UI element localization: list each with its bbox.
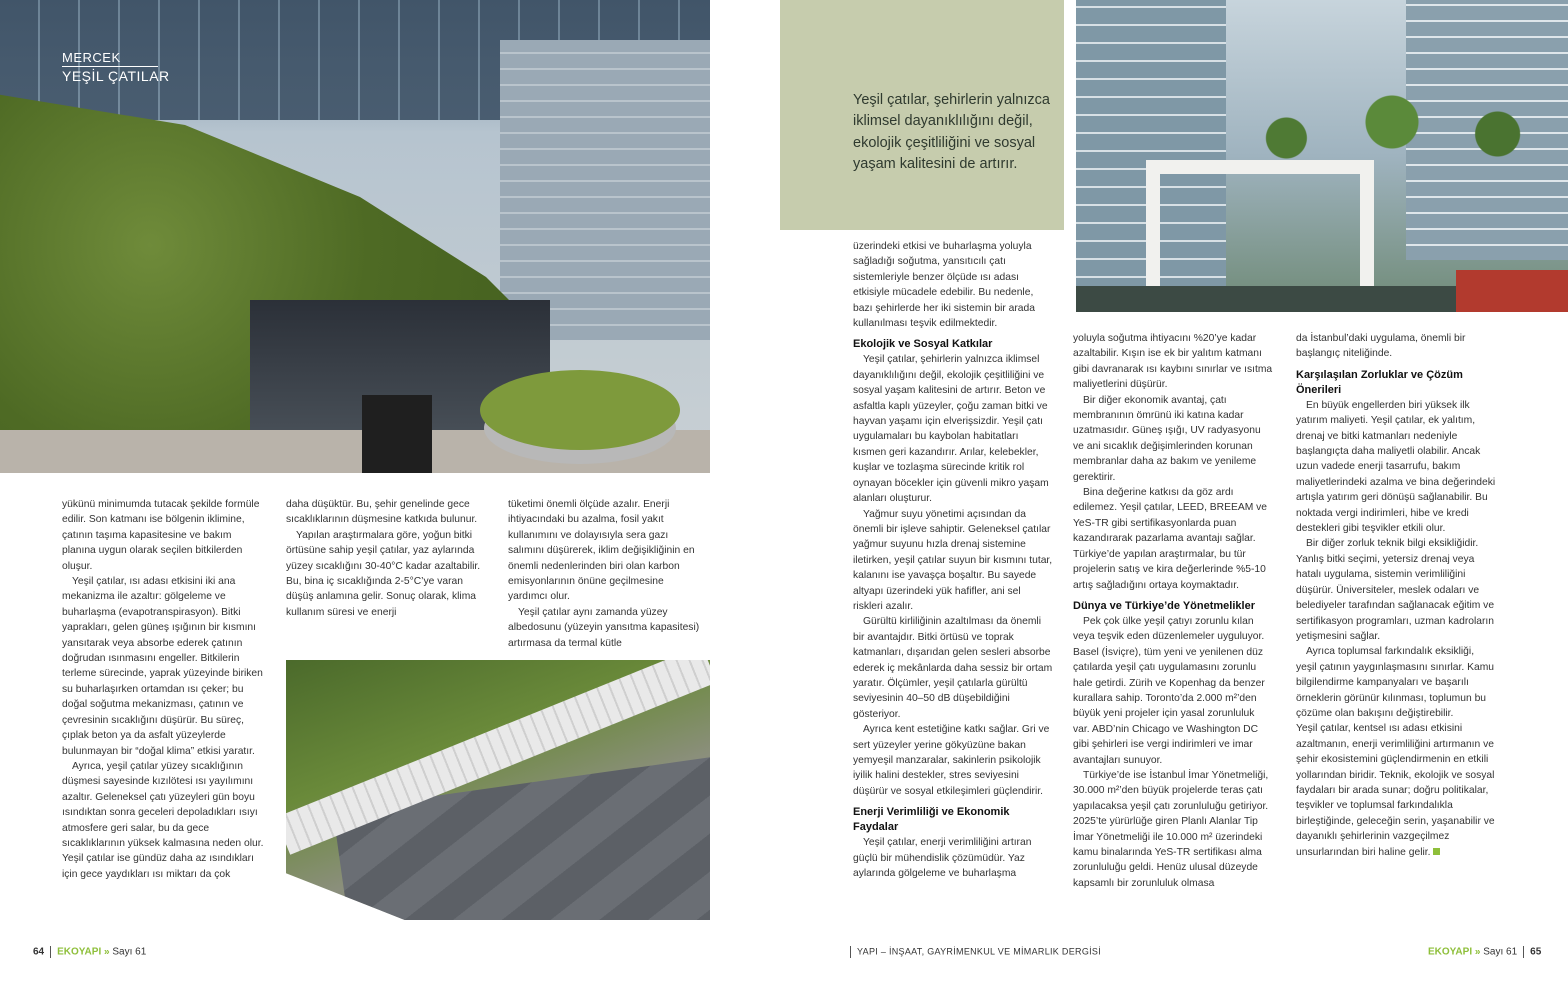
issue-number: Sayı 61: [112, 946, 147, 958]
round-planter: [480, 370, 680, 450]
body-paragraph: Yeşil çatılar, şehirlerin yalnızca iklimsel dayanıklılığını değil, ekolojik çeşitliliğini ve sosyal yaşam kalitesini de artırır. Beton ve asfaltla kaplı yüzeyler, çoğu zaman bitki ve hayvan yaşamı için elverişsizdir. Yeşil çatı uygulamaları bu kaybolan habitatları kısmen geri kazandırır. Arılar, kelebekler, kuşlar ve tozlaşma sürecinde kritik rol oynayan böcekler için güvenli mikro yaşam alanları oluşturur.: [853, 354, 1049, 505]
right-folio: [1428, 946, 1541, 958]
brand-separator-right: »: [1474, 946, 1481, 958]
left-folio: [33, 946, 146, 958]
section-title: YEŞİL ÇATILAR: [62, 68, 170, 84]
body-paragraph: Ayrıca toplumsal farkındalık eksikliği, yeşil çatının yaygınlaşmasını sınırlar. Kamu bilgilendirme kampanyaları ve başarılı örneklerin görünür kılınması, toplumun bu çözüme olan bakışını değiştirebilir.: [1296, 646, 1495, 719]
body-paragraph: da İstanbul’daki uygulama, önemli bir başlangıç niteliğinde.: [1296, 333, 1466, 360]
body-paragraph: Yeşil çatılar, enerji verimliliğini artıran güçlü bir mühendislik çözümüdür. Yaz aylarında gölgeleme ve buharlaşma: [853, 837, 1032, 880]
pullquote-box: [780, 0, 1064, 230]
folio-divider: [50, 946, 51, 958]
body-paragraph: yükünü minimumda tutacak şekilde formüle edilir. Son katmanı ise bölgenin iklimine, çatının taşıma kapasitesine ve bakım planına uygun olarak seçilen bitkilerden oluşur.: [62, 499, 260, 572]
right-page-number: 65: [1530, 946, 1542, 958]
section-heading: Enerji Verimliliği ve Ekonomik Faydalar: [853, 806, 1010, 834]
body-paragraph: Yeşil çatılar aynı zamanda yüzey albedosunu (yüzeyin yansıtma kapasitesi) artırmasa da termal kütle: [508, 606, 700, 649]
body-paragraph: üzerindeki etkisi ve buharlaşma yoluyla sağladığı soğutma, yansıtıcılı çatı sistemleriyle benzer ölçüde ısı adası etkisiyle mücadele edebilir. Bu nedenle, bazı şehirlerde her iki sistemin bir arada kullanılması teşvik edilmektedir.: [853, 241, 1035, 330]
background-tower: [500, 40, 710, 340]
left-column-2: [286, 497, 486, 620]
left-page-number: 64: [33, 946, 45, 958]
section-label: MERCEK: [62, 50, 158, 67]
red-facade: [1456, 270, 1568, 312]
body-paragraph: Pek çok ülke yeşil çatıyı zorunlu kılan veya teşvik eden düzenlemeler uyguluyor. Basel (İsviçre), tüm yeni ve yenilenen düz çatılarda yeşil çatı uygulamasını zorunlu hale getirdi. Zürih ve Kopenhag da benzer kurallara sahip. Toronto’da 2.000 m²’den büyük yeni projeler için yasal zorunluluk var. ABD’nin Chicago ve Washington DC gibi şehirleri ise vergi indirimleri ve imar avantajları sunuyor.: [1073, 615, 1265, 766]
end-of-article-mark: [1433, 848, 1440, 855]
folio-divider-right: [1523, 946, 1524, 958]
rooftop-gardens-city-photo: [1076, 0, 1568, 312]
right-page: [780, 0, 1568, 982]
body-paragraph: Yapılan araştırmalara göre, yoğun bitki örtüsüne sahip yeşil çatılar, yaz aylarında yüzey sıcaklığını 30-40°C kadar azaltabilir. Bu, bina iç sıcaklığında 2-5°C’ye varan düşüş anlamına gelir. Sonuç olarak, klima kullanım süresi ve enerji: [286, 529, 481, 618]
left-page: [0, 0, 780, 982]
body-paragraph: Yağmur suyu yönetimi açısından da önemli bir işleve sahiptir. Geleneksel çatılar yağmur suyunu hızla drenaj sistemine iletirken, yeşil çatılar suyun bir kısmını tutar, kalanını ise yavaşça boşaltır. Bu sayede altyapı üzerindeki yük hafifler, ani sel riskleri azalır.: [853, 508, 1053, 612]
left-column-3: [508, 497, 704, 651]
brand-name-right: EKOYAPI: [1428, 946, 1473, 958]
issue-number-right: Sayı 61: [1483, 946, 1518, 958]
magazine-subtitle: YAPI – İNŞAAT, GAYRİMENKUL VE MİMARLIK DERGİSİ: [857, 946, 1102, 957]
body-paragraph: Yeşil çatılar, ısı adası etkisini iki ana mekanizma ile azaltır: gölgeleme ve buharlaşma (evapotranspirasyon). Bitki yaprakları, gelen güneş ışığının bir kısmını yansıtarak veya absorbe ederek çatının doğrudan ısınmasını engeller. Bitkilerin terleme sürecinde, yaprak yüzeyinde biriken su buharlaşırken ortamdan ısı çeker; bu doğal soğutma mekanizması, çatının ve çevresinin sıcaklığını düşürür. Bu süreç, çıplak beton ya da asfalt yüzeylerde bulunmayan bir “doğal klima” etkisi yaratır.: [62, 576, 263, 757]
brand-separator: »: [104, 946, 110, 958]
right-column-3: [1296, 331, 1496, 860]
body-paragraph: Ayrıca, yeşil çatılar yüzey sıcaklığının düşmesi sayesinde kızılötesi ısı yayılımını azaltır. Geleneksel çatı yüzeyleri gün boyu ısındıktan sonra geceleri depoladıkları ısıyı atmosfere geri salar, bu da gece sıcaklıklarının yüksek kalmasına neden olur. Yeşil çatılar ise gündüz daha az ısındıkları için gece yaydıkları ısı miktarı da çok: [62, 760, 264, 880]
brand-name: EKOYAPI: [57, 946, 102, 958]
section-heading: Ekolojik ve Sosyal Katkılar: [853, 338, 993, 351]
body-paragraph: Gürültü kirliliğinin azaltılması da önemli bir avantajdır. Bitki örtüsü ve toprak katmanları, dışarıdan gelen sesleri absorbe ederek iç mekânlarda daha sessiz bir ortam yaratır. Ölçümler, yeşil çatılarla gürültü seviyesinin 40–50 dB düşebildiğini gösteriyor.: [853, 616, 1053, 720]
body-paragraph: tüketimi önemli ölçüde azalır. Enerji ihtiyacındaki bu azalma, fosil yakıt kullanımını ve dolayısıyla sera gazı salımını düşürerek, iklim değişikliğinin en önemli nedenlerinden biri olan karbon emisyonlarının önüne geçilmesine yardımcı olur.: [508, 499, 695, 603]
body-paragraph: Yeşil çatılar, kentsel ısı adası etkisini azaltmanın, enerji verimliliğini artırmanın ve şehir ekosistemini güçlendirmenin en etkili yollarından biridir. Teknik, ekolojik ve sosyal faydaları bir arada sunar; doğru politikalar, teşvikler ve toplumsal farkındalıkla birleştiğinde, geleceğin serin, yaşanabilir ve dayanıklı şehirlerinin vazgeçilmez unsurlarından biri haline gelir.: [1296, 723, 1495, 858]
body-paragraph: Bir diğer zorluk teknik bilgi eksikliğidir. Yanlış bitki seçimi, yetersiz drenaj veya hatalı uygulama, sistemin verimliliğini düşürür. Üniversiteler, meslek odaları ve belediyeler tarafından sağlanacak eğitim ve sertifikasyon programları, uzman kadroların yetişmesini sağlar.: [1296, 538, 1495, 642]
section-heading: Karşılaşılan Zorluklar ve Çözüm Önerileri: [1296, 368, 1463, 396]
body-paragraph: Ayrıca kent estetiğine katkı sağlar. Gri ve sert yüzeyler yerine gökyüzüne bakan yemyeşil manzaralar, sakinlerin psikolojik iyilik halini destekler, stres seviyesini düşürür ve sosyal etkileşimleri güçlendirir.: [853, 724, 1050, 797]
body-paragraph: Bina değerine katkısı da göz ardı edilemez. Yeşil çatılar, LEED, BREEAM ve YeS-TR gibi sertifikasyonlarda puan kazandırarak pazarlama avantajı sağlar. Türkiye’de yapılan araştırmalar, bu tür projelerin satış ve kira değerlerinde %5-10 artış sağladığını ortaya koymaktadır.: [1073, 487, 1268, 591]
body-paragraph: En büyük engellerden biri yüksek ilk yatırım maliyeti. Yeşil çatılar, ek yalıtım, drenaj ve bitki katmanları nedeniyle başlangıçta daha maliyetli olabilir. Ancak uzun vadede enerji tasarrufu, bakım maliyetlerindeki azalma ve bina değerindeki artışla yatırım geri dönüşü sağlanabilir. Bu noktada vergi indirimleri, hibe ve kredi destekleri gibi teşvikler etkili olur.: [1296, 399, 1496, 535]
rooftop-trees: [1216, 90, 1568, 170]
cafe-sign: [362, 395, 432, 473]
body-paragraph: yoluyla soğutma ihtiyacını %20’ye kadar azaltabilir. Kışın ise ek bir yalıtım katmanı gibi davranarak ısı kaybını sınırlar ve ısıtma maliyetlerini düşürür.: [1073, 333, 1273, 391]
body-paragraph: Bir diğer ekonomik avantaj, çatı membranının ömrünü iki katına kadar uzatmasıdır. Güneş ışığı, UV radyasyonu ve ani sıcaklık değişimlerinden korunan membranlar daha az bakım ve yenileme gerektirir.: [1073, 394, 1261, 483]
tagline-divider: [850, 946, 851, 958]
right-column-1: [853, 239, 1053, 881]
body-paragraph: daha düşüktür. Bu, şehir genelinde gece sıcaklıklarının düşmesine katkıda bulunur.: [286, 499, 478, 526]
pullquote: Yeşil çatılar, şehirlerin yalnızca iklimsel dayanıklılığını değil, ekolojik çeşitliliğini ve sosyal yaşam kalitesini de artırır.: [853, 92, 1050, 172]
green-roof-layers-photo: [286, 660, 710, 920]
white-pergola-frame: [1146, 160, 1374, 304]
left-column-1: [62, 497, 266, 882]
section-heading: Dünya ve Türkiye’de Yönetmelikler: [1073, 599, 1255, 612]
section-tag: [62, 50, 170, 84]
body-paragraph: Türkiye’de ise İstanbul İmar Yönetmeliği, 30.000 m²’den büyük projelerde teras çatı yapılacaksa yeşil çatı zorunluluğu getiriyor. 2025’te yürürlüğe giren Planlı Alanlar Tip İmar Yönetmeliği ile 10.000 m² üzerindeki kamu binalarında YeS-TR sertifikası alma zorunluluğu geldi. Henüz ulusal düzeyde kapsamlı bir zorunluluk olmasa: [1073, 769, 1269, 889]
magazine-tagline: [844, 946, 1101, 958]
right-column-2: [1073, 331, 1273, 891]
